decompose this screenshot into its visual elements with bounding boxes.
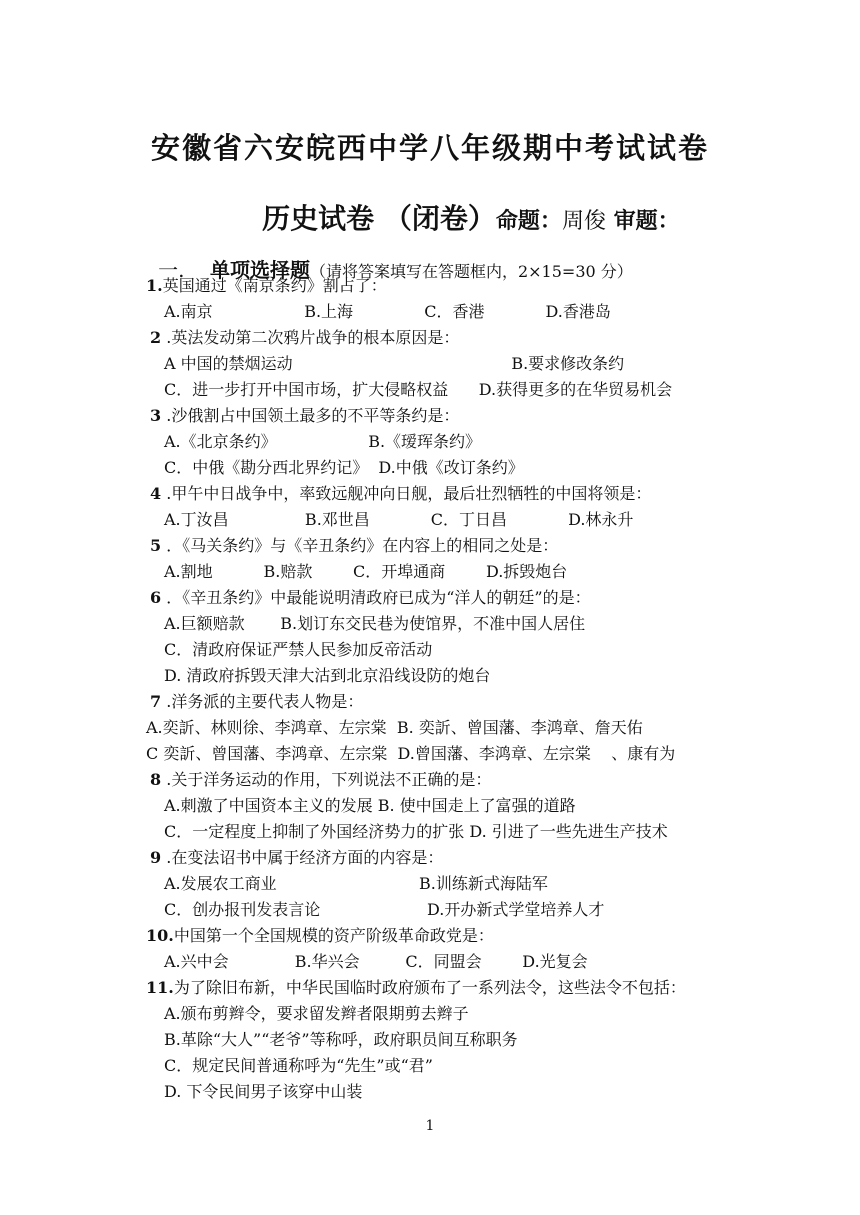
question-text: .沙俄割占中国领土最多的不平等条约是：: [161, 406, 460, 425]
question-2-options-ab: A 中国的禁烟运动 B.要求修改条约: [164, 354, 625, 373]
question-3: [150, 406, 459, 426]
question-9-options-ab: A.发展农工商业 B.训练新式海陆军: [164, 874, 548, 893]
question-number: 5: [150, 536, 162, 555]
reviewer-label: 审题：: [605, 208, 680, 234]
proposer-name: 周俊: [561, 209, 606, 234]
question-text: .洋务派的主要代表人物是：: [161, 692, 364, 711]
question-11: [146, 978, 686, 998]
question-number: 9: [150, 848, 162, 867]
question-text: 英国通过《南京条约》割占了：: [162, 276, 387, 295]
question-number: 6: [150, 588, 162, 607]
question-6: [150, 588, 591, 608]
question-8: [150, 770, 491, 790]
question-2-options-cd: C．进一步打开中国市场，扩大侵略权益 D.获得更多的在华贸易机会: [164, 380, 673, 399]
question-number: 2: [150, 328, 162, 347]
question-1-options: A.南京 B.上海 C．香港 D.香港岛: [164, 302, 611, 321]
question-11-option-c: C．规定民间普通称呼为“先生”或“君”: [164, 1056, 433, 1075]
question-8-options-cd: C．一定程度上抑制了外国经济势力的扩张 D. 引进了一些先进生产技术: [164, 822, 668, 841]
question-10: [146, 926, 494, 946]
question-text: 为了除旧布新，中华民国临时政府颁布了一系列法令，这些法令不包括：: [173, 978, 686, 997]
exam-title: 安徽省六安皖西中学八年级期中考试试卷: [150, 131, 709, 165]
subject-label: 历史试卷 （闭卷）: [262, 202, 496, 235]
question-6-option-c: C．清政府保证严禁人民参加反帝活动: [164, 640, 433, 659]
question-text: .英法发动第二次鸦片战争的根本原因是：: [161, 328, 460, 347]
question-text: 中国第一个全国规模的资产阶级革命政党是：: [173, 926, 494, 945]
question-11-option-b: B.革除“大人”“老爷”等称呼，政府职员间互称职务: [164, 1030, 518, 1049]
question-number: 8: [150, 770, 162, 789]
question-text: .甲午中日战争中，率致远舰冲向日舰，最后壮烈牺牲的中国将领是：: [161, 484, 652, 503]
question-text: .在变法诏书中属于经济方面的内容是：: [161, 848, 444, 867]
question-7: [150, 692, 363, 712]
proposer-label: 命题：: [495, 208, 562, 234]
question-10-options: A.兴中会 B.华兴会 C．同盟会 D.光复会: [164, 952, 588, 971]
question-7-options-cd: C 奕訢、曾国藩、李鸿章、左宗棠 D.曾国藩、李鸿章、左宗棠 、康有为: [146, 744, 676, 763]
question-4-options: A.丁汝昌 B.邓世昌 C．丁日昌 D.林永升: [164, 510, 634, 529]
question-6-option-d: D. 清政府拆毁天津大沽到北京沿线设防的炮台: [164, 666, 491, 685]
question-7-options-ab: A.奕訢、林则徐、李鸿章、左宗棠 B. 奕訢、曾国藩、李鸿章、詹天佑: [146, 718, 643, 737]
question-text: ．《马关条约》与《辛丑条约》在内容上的相同之处是：: [161, 536, 559, 555]
question-number: 3: [150, 406, 162, 425]
question-number: 7: [150, 692, 162, 711]
question-4: [150, 484, 651, 504]
section-title: 单项选择题: [209, 258, 310, 282]
question-text: .关于洋务运动的作用，下列说法不正确的是：: [161, 770, 492, 789]
question-1: [146, 276, 387, 296]
question-11-option-d: D. 下令民间男子该穿中山装: [164, 1082, 363, 1101]
question-11-option-a: A.颁布剪辫令，要求留发辫者限期剪去辫子: [164, 1004, 469, 1023]
question-5-options: A.割地 B.赔款 C．开埠通商 D.拆毁炮台: [164, 562, 568, 581]
question-3-options-ab: A.《北京条约》 B.《瑷珲条约》: [164, 432, 482, 451]
question-number: 4: [150, 484, 162, 503]
question-text: ．《辛丑条约》中最能说明清政府已成为“洋人的朝廷”的是：: [161, 588, 591, 607]
section-note: （请将答案填写在答题框内，2×15=30 分）: [309, 262, 633, 281]
question-5: [150, 536, 558, 556]
question-number: 10.: [146, 926, 174, 945]
section-number: 一.: [158, 258, 185, 282]
page-number: 1: [425, 1118, 435, 1134]
question-number: 11.: [146, 978, 174, 997]
question-6-options-ab: A.巨额赔款 B.划订东交民巷为使馆界，不准中国人居住: [164, 614, 586, 633]
question-9: [150, 848, 443, 868]
question-3-options-cd: C．中俄《勘分西北界约记》 D.中俄《改订条约》: [164, 458, 524, 477]
question-number: 1.: [146, 276, 163, 295]
question-8-options-ab: A.刺激了中国资本主义的发展 B. 使中国走上了富强的道路: [164, 796, 576, 815]
question-2: [150, 328, 459, 348]
question-9-options-cd: C．创办报刊发表言论 D.开办新式学堂培养人才: [164, 900, 605, 919]
exam-subtitle: [252, 178, 680, 237]
